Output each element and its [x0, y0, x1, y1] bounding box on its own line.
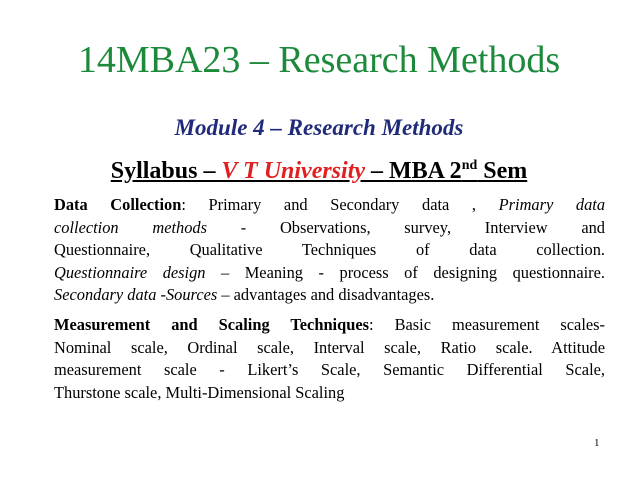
data-collection-line-1 — [54, 194, 605, 217]
data-collection-text: : Primary and Secondary data , — [181, 195, 477, 214]
syllabus-heading-underlined — [111, 158, 528, 184]
questionnaire-design-text: – Meaning - process of designing questionnaire. — [205, 262, 605, 282]
measurement-heading: Measurement and Scaling Techniques — [54, 315, 370, 334]
data-collection-paragraph — [54, 194, 605, 307]
questionnaire-design-italic: Questionnaire design — [54, 262, 206, 282]
page-number: 1 — [594, 437, 600, 449]
measurement-line-1 — [54, 314, 605, 337]
measurement-paragraph — [54, 314, 605, 404]
measurement-line-3: measurement scale - Likert’s Scale, Semantic Differential Scale, — [54, 360, 605, 379]
data-collection-line-5 — [54, 284, 605, 307]
data-collection-heading: Data Collection — [54, 195, 182, 214]
syllabus-heading — [0, 156, 638, 186]
measurement-line-4: Thurstone scale, Multi-Dimensional Scaling — [54, 382, 345, 402]
syllabus-semester: Sem — [477, 158, 528, 184]
measurement-line-2: Nominal scale, Ordinal scale, Interval scale, Ratio scale. Attitude — [54, 337, 605, 357]
secondary-data-text: – advantages and disadvantages. — [217, 285, 435, 304]
syllabus-ordinal-suffix: nd — [461, 158, 478, 173]
university-name: V T University — [221, 158, 366, 184]
data-collection-line-3: Questionnaire, Qualitative Techniques of data collection. — [54, 240, 605, 259]
slide-title: 14MBA23 – Research Methods — [77, 39, 561, 81]
syllabus-program: – MBA 2 — [365, 158, 462, 184]
primary-data-italic: Primary data — [476, 195, 606, 214]
module-heading: Module 4 – Research Methods — [174, 115, 464, 140]
data-collection-line-4 — [54, 262, 605, 285]
measurement-text: : Basic measurement scales- — [369, 315, 605, 334]
collection-methods-italic: collection methods — [54, 217, 208, 237]
syllabus-prefix: Syllabus – — [110, 158, 222, 184]
secondary-data-italic: Secondary data -Sources — [54, 285, 218, 304]
collection-methods-text: - Observations, survey, Interview and — [207, 217, 606, 237]
data-collection-line-2 — [54, 217, 605, 240]
